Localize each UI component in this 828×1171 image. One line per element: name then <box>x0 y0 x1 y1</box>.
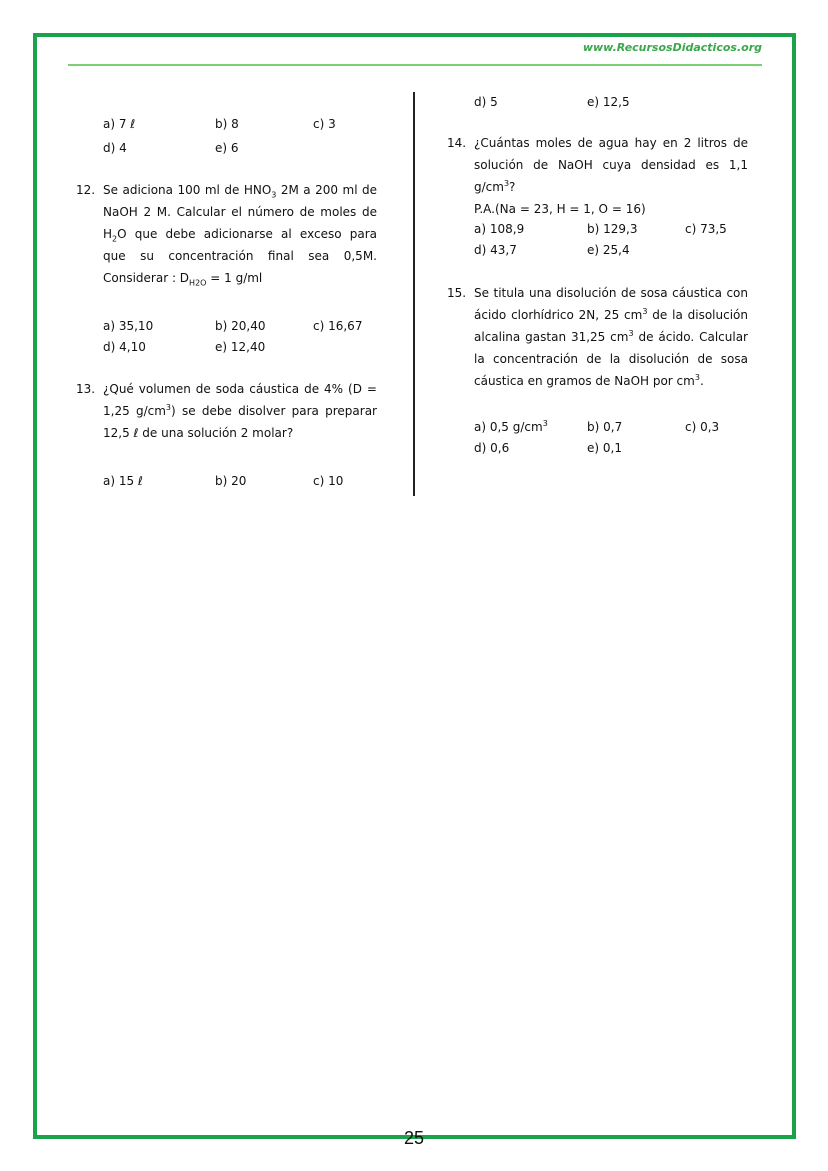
q14-option-d: d) 43,7 <box>474 243 517 257</box>
q15-sup-1: 3 <box>642 307 648 316</box>
q14-option-c: c) 73,5 <box>685 222 727 236</box>
q12-sub-2: 2 <box>112 234 118 244</box>
q11-option-a: a) 7 ℓ <box>103 117 136 131</box>
q14-sup-1: 3 <box>503 179 510 188</box>
q13-option-d: d) 5 <box>474 95 498 109</box>
question-12 <box>76 179 378 289</box>
question-15 <box>447 282 748 392</box>
q14-option-e: e) 25,4 <box>587 243 630 257</box>
question-14-number: 14. <box>447 136 467 150</box>
question-12-number: 12. <box>76 183 96 197</box>
q15-option-a-text: a) 0,5 g/cm <box>474 420 543 434</box>
q13-text-2: ) se debe disolver para preparar 12,5 ℓ de una solución 2 molar? <box>103 404 377 440</box>
q11-option-b: b) 8 <box>215 117 239 131</box>
q15-text-4: . <box>699 374 704 388</box>
q11-option-c: c) 3 <box>313 117 336 131</box>
q13-option-e: e) 12,5 <box>587 95 630 109</box>
q14-option-a: a) 108,9 <box>474 222 525 236</box>
q12-option-c: c) 16,67 <box>313 319 363 333</box>
q12-sub-3: H2O <box>189 278 207 288</box>
q13-text-1: ¿Qué volumen de soda cáustica de 4% (D = 1,25 g/cm <box>103 382 377 418</box>
q12-text-2: 2M a 200 ml de NaOH 2 M. Calcular el número de moles de H <box>103 183 378 241</box>
q15-sup-3: 3 <box>694 373 700 382</box>
q14-text-2: ? <box>509 180 516 194</box>
question-14 <box>447 132 748 220</box>
q15-option-c: c) 0,3 <box>685 420 720 434</box>
header-rule <box>68 64 762 66</box>
q15-option-d: d) 0,6 <box>474 441 510 455</box>
q14-atomic-weights: P.A.(Na = 23, H = 1, O = 16) <box>474 202 646 216</box>
q15-option-a-sup: 3 <box>542 419 548 428</box>
q11-option-d: d) 4 <box>103 141 127 155</box>
page-number: 25 <box>403 1128 425 1148</box>
q15-text-1: Se titula una disolución de sosa cáustica con ácido clorhídrico 2N, 25 cm <box>474 286 748 322</box>
q12-option-b: b) 20,40 <box>215 319 266 333</box>
q15-option-b: b) 0,7 <box>587 420 623 434</box>
column-divider <box>413 92 415 496</box>
q12-option-d: d) 4,10 <box>103 340 146 354</box>
q15-option-e: e) 0,1 <box>587 441 622 455</box>
question-15-number: 15. <box>447 286 467 300</box>
q12-option-a: a) 35,10 <box>103 319 154 333</box>
question-13 <box>76 378 377 444</box>
question-13-number: 13. <box>76 382 96 396</box>
q15-text-3: de ácido. Calcular la concentración de la disolución de sosa cáustica en gramos de NaOH por cm <box>474 330 748 388</box>
q12-option-e: e) 12,40 <box>215 340 266 354</box>
q11-option-e: e) 6 <box>215 141 239 155</box>
q13-option-b: b) 20 <box>215 474 247 488</box>
site-url: www.RecursosDidacticos.org <box>582 41 762 54</box>
q15-text-2: de la disolución alcalina gastan 31,25 cm <box>474 308 748 344</box>
q12-text-4: = 1 g/ml <box>206 271 263 285</box>
q12-text-3: O que debe adicionarse al exceso para que su concentración final sea 0,5M. Considerar : D <box>103 227 377 285</box>
q13-option-c: c) 10 <box>313 474 344 488</box>
q13-sup-1: 3 <box>165 403 172 412</box>
q13-option-a: a) 15 ℓ <box>103 474 143 488</box>
q14-text-1: ¿Cuántas moles de agua hay en 2 litros de solución de NaOH cuya densidad es 1,1 g/cm <box>474 136 748 194</box>
q15-sup-2: 3 <box>628 329 634 338</box>
q12-sub-1: 3 <box>271 190 277 200</box>
q12-text-1: Se adiciona 100 ml de HNO <box>103 183 272 197</box>
q14-option-b: b) 129,3 <box>587 222 638 236</box>
q15-option-a <box>474 419 548 435</box>
